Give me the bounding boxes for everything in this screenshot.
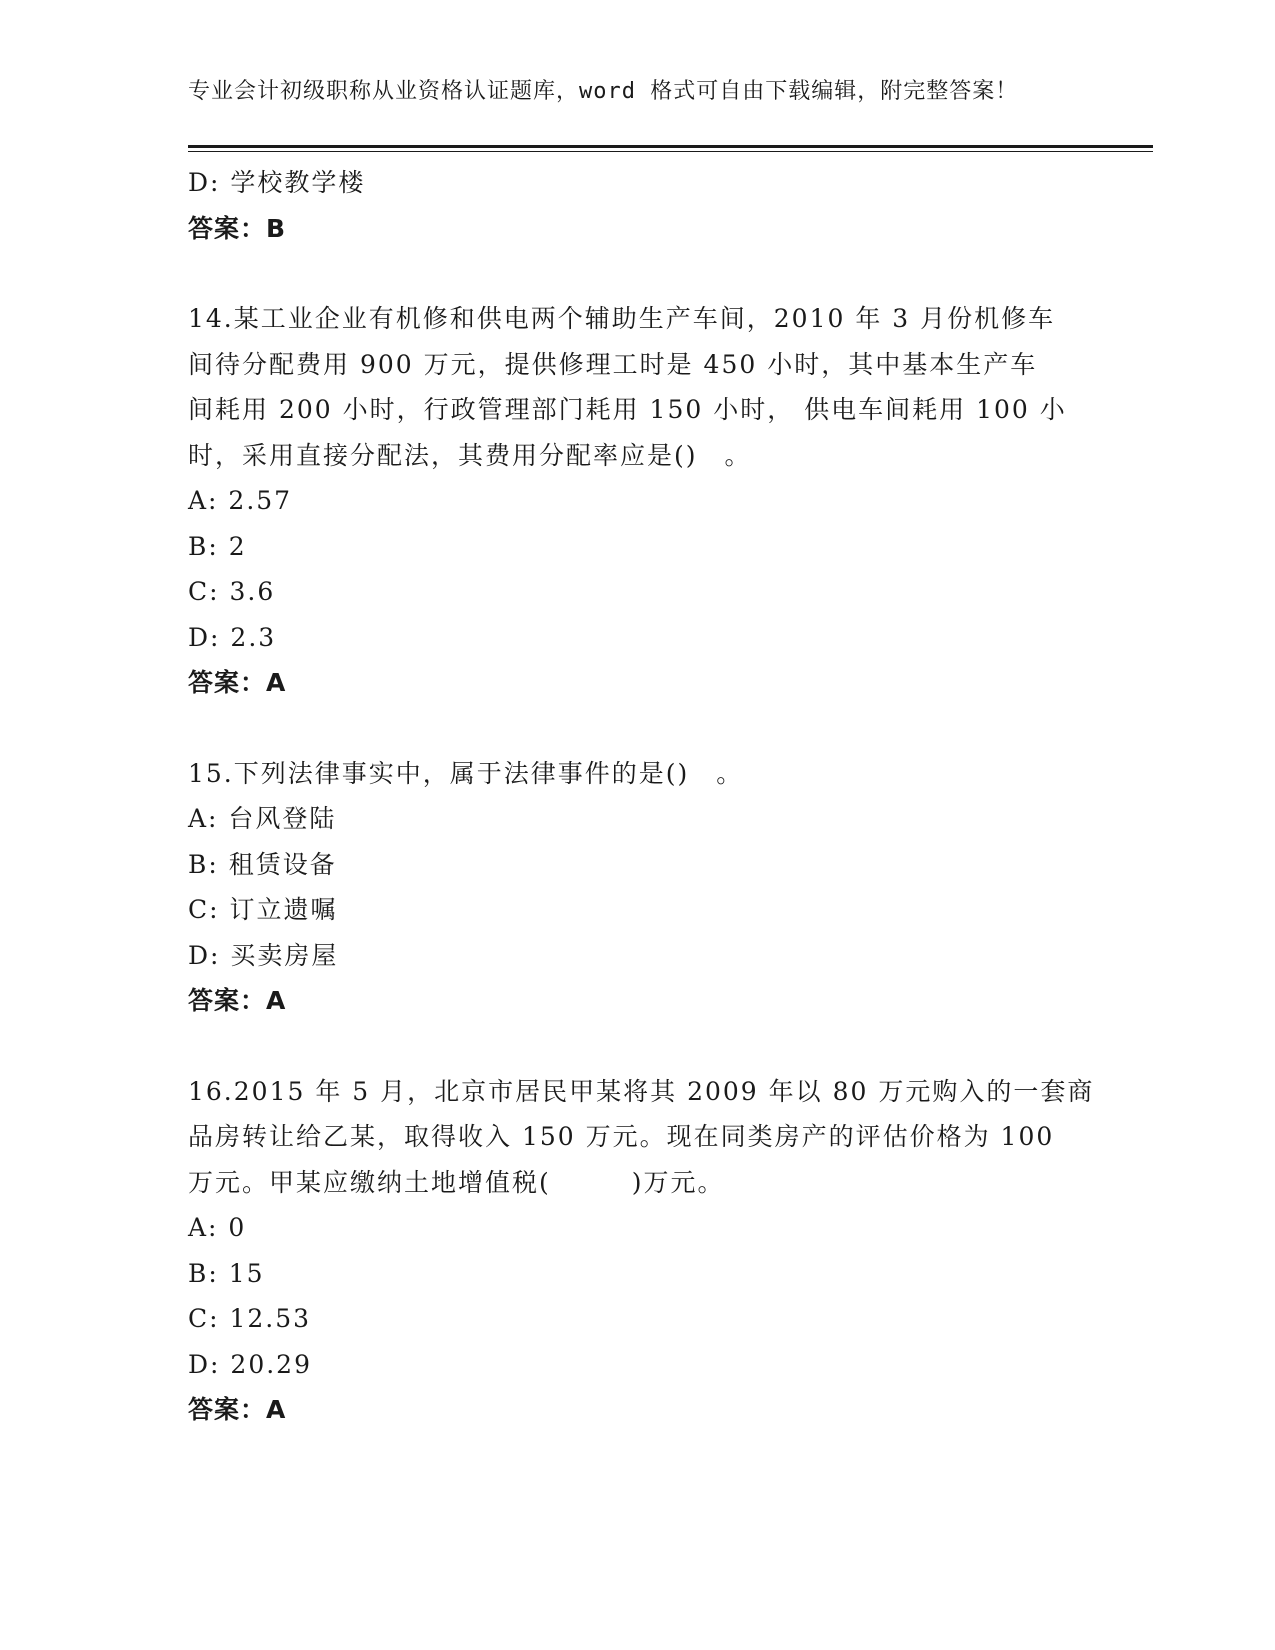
option-d: D: 20.29	[188, 1349, 312, 1379]
question-text-line: 品房转让给乙某，取得收入 150 万元。现在同类房产的评估价格为 100	[188, 1122, 1055, 1151]
page-header: 专业会计初级职称从业资格认证题库，word 格式可自由下载编辑，附完整答案！	[188, 79, 1019, 104]
question-14	[188, 296, 1088, 706]
option-b: B: 租赁设备	[188, 849, 337, 879]
header-divider-thin	[188, 151, 1153, 152]
question-16	[188, 1069, 1095, 1433]
option-c: C: 12.53	[188, 1304, 312, 1333]
question-15	[188, 751, 1088, 1024]
option-d: D: 买卖房屋	[188, 940, 339, 970]
option-d: D: 2.3	[188, 622, 277, 652]
option-a: A: 2.57	[188, 486, 293, 515]
option-a: A: 台风登陆	[188, 804, 337, 833]
option-d: D: 学校教学楼	[188, 168, 366, 197]
header-divider-thick	[188, 145, 1153, 148]
option-b: B: 2	[188, 531, 247, 561]
question-text-line: 间待分配费用 900 万元，提供修理工时是 450 小时，其中基本生产车	[188, 349, 1038, 379]
question-list	[188, 160, 1095, 1433]
option-b: B: 15	[188, 1258, 265, 1288]
option-c: C: 订立遗嘱	[188, 895, 338, 924]
option-a: A: 0	[188, 1213, 247, 1242]
question-text-line: 14.某工业企业有机修和供电两个辅助生产车间，2010 年 3 月份机修车	[188, 304, 1056, 333]
option-c: C: 3.6	[188, 577, 276, 606]
question-13-tail	[188, 160, 1088, 251]
question-text-line: 时，采用直接分配法，其费用分配率应是() 。	[188, 440, 752, 470]
answer-line: 答案：B	[188, 213, 287, 243]
question-text-line: 间耗用 200 小时，行政管理部门耗用 150 小时， 供电车间耗用 100 小	[188, 395, 1067, 424]
question-text-line: 15.下列法律事实中，属于法律事件的是() 。	[188, 758, 744, 788]
answer-line: 答案：A	[188, 668, 287, 697]
answer-line: 答案：A	[188, 986, 287, 1015]
answer-line: 答案：A	[188, 1395, 287, 1424]
question-text-line: 万元。甲某应缴纳土地增值税( )万元。	[188, 1167, 725, 1197]
question-text-line: 16.2015 年 5 月，北京市居民甲某将其 2009 年以 80 万元购入的一套商	[188, 1076, 1095, 1106]
